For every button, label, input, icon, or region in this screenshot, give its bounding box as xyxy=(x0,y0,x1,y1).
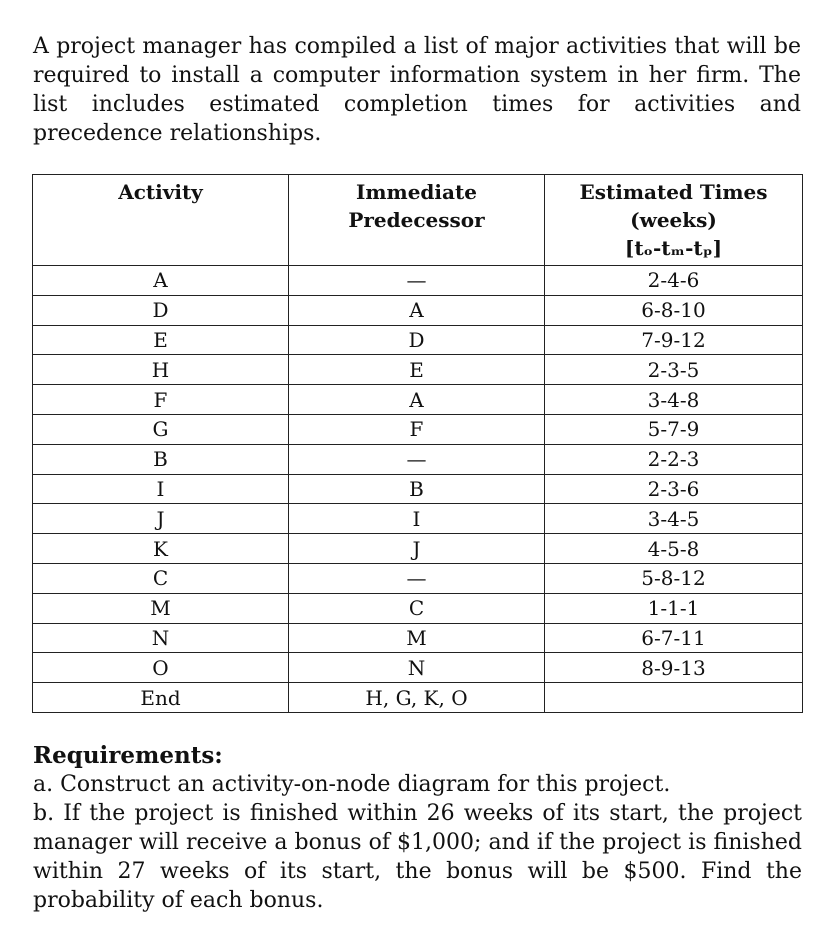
cell-predecessor: D xyxy=(289,325,545,355)
table-row xyxy=(33,355,803,385)
cell-predecessor: E xyxy=(289,355,545,385)
cell-activity: K xyxy=(33,534,289,564)
cell-activity: M xyxy=(33,593,289,623)
cell-predecessor: — xyxy=(289,266,545,296)
cell-estimated-times: 7-9-12 xyxy=(545,325,803,355)
cell-activity: F xyxy=(33,385,289,415)
cell-activity: C xyxy=(33,563,289,593)
cell-estimated-times: 5-8-12 xyxy=(545,563,803,593)
table-header-row xyxy=(33,175,803,266)
activity-table xyxy=(32,174,803,713)
cell-predecessor: H, G, K, O xyxy=(289,683,545,713)
requirement-a: a. Construct an activity-on-node diagram for this project. xyxy=(33,772,671,797)
table-row xyxy=(33,295,803,325)
table-row xyxy=(33,623,803,653)
cell-predecessor: J xyxy=(289,534,545,564)
cell-activity: A xyxy=(33,266,289,296)
table-row xyxy=(33,325,803,355)
table-body xyxy=(33,266,803,713)
intro-paragraph: A project manager has compiled a list of major activities that will be required to install a computer information system in her firm. The list includes estimated completion times for activities and precedence relationships. xyxy=(33,34,801,146)
cell-activity: I xyxy=(33,474,289,504)
cell-activity: E xyxy=(33,325,289,355)
header-estimated-times: Estimated Times (weeks) [tₒ-tₘ-tₚ] xyxy=(545,175,803,266)
cell-estimated-times: 5-7-9 xyxy=(545,414,803,444)
cell-estimated-times: 2-2-3 xyxy=(545,444,803,474)
table-row xyxy=(33,444,803,474)
cell-predecessor: F xyxy=(289,414,545,444)
cell-predecessor: A xyxy=(289,295,545,325)
cell-estimated-times: 6-7-11 xyxy=(545,623,803,653)
table-row xyxy=(33,683,803,713)
cell-activity: End xyxy=(33,683,289,713)
requirement-b: b. If the project is finished within 26 weeks of its start, the project manager will receive a bonus of $1,000; and if the project is finished within 27 weeks of its start, the bonus will be $500. Find the probability of each bonus. xyxy=(33,801,802,913)
cell-activity: D xyxy=(33,295,289,325)
table-row xyxy=(33,414,803,444)
cell-estimated-times: 4-5-8 xyxy=(545,534,803,564)
cell-predecessor: — xyxy=(289,563,545,593)
cell-predecessor: — xyxy=(289,444,545,474)
header-immediate-predecessor: Immediate Predecessor xyxy=(289,175,545,266)
cell-predecessor: C xyxy=(289,593,545,623)
cell-predecessor: A xyxy=(289,385,545,415)
requirements-title: Requirements: xyxy=(33,742,223,769)
table-row xyxy=(33,563,803,593)
cell-estimated-times xyxy=(545,683,803,713)
table-row xyxy=(33,593,803,623)
table-row xyxy=(33,385,803,415)
table-row xyxy=(33,534,803,564)
requirements-section xyxy=(33,741,802,915)
cell-activity: B xyxy=(33,444,289,474)
cell-predecessor: I xyxy=(289,504,545,534)
cell-activity: N xyxy=(33,623,289,653)
cell-estimated-times: 2-3-6 xyxy=(545,474,803,504)
cell-estimated-times: 1-1-1 xyxy=(545,593,803,623)
cell-estimated-times: 2-3-5 xyxy=(545,355,803,385)
cell-predecessor: M xyxy=(289,623,545,653)
cell-activity: G xyxy=(33,414,289,444)
cell-predecessor: B xyxy=(289,474,545,504)
header-activity: Activity xyxy=(33,175,289,266)
cell-estimated-times: 2-4-6 xyxy=(545,266,803,296)
table-row xyxy=(33,653,803,683)
cell-activity: J xyxy=(33,504,289,534)
cell-estimated-times: 3-4-8 xyxy=(545,385,803,415)
cell-activity: H xyxy=(33,355,289,385)
table-row xyxy=(33,474,803,504)
cell-estimated-times: 8-9-13 xyxy=(545,653,803,683)
cell-estimated-times: 6-8-10 xyxy=(545,295,803,325)
cell-activity: O xyxy=(33,653,289,683)
table-row xyxy=(33,266,803,296)
table-row xyxy=(33,504,803,534)
cell-predecessor: N xyxy=(289,653,545,683)
cell-estimated-times: 3-4-5 xyxy=(545,504,803,534)
